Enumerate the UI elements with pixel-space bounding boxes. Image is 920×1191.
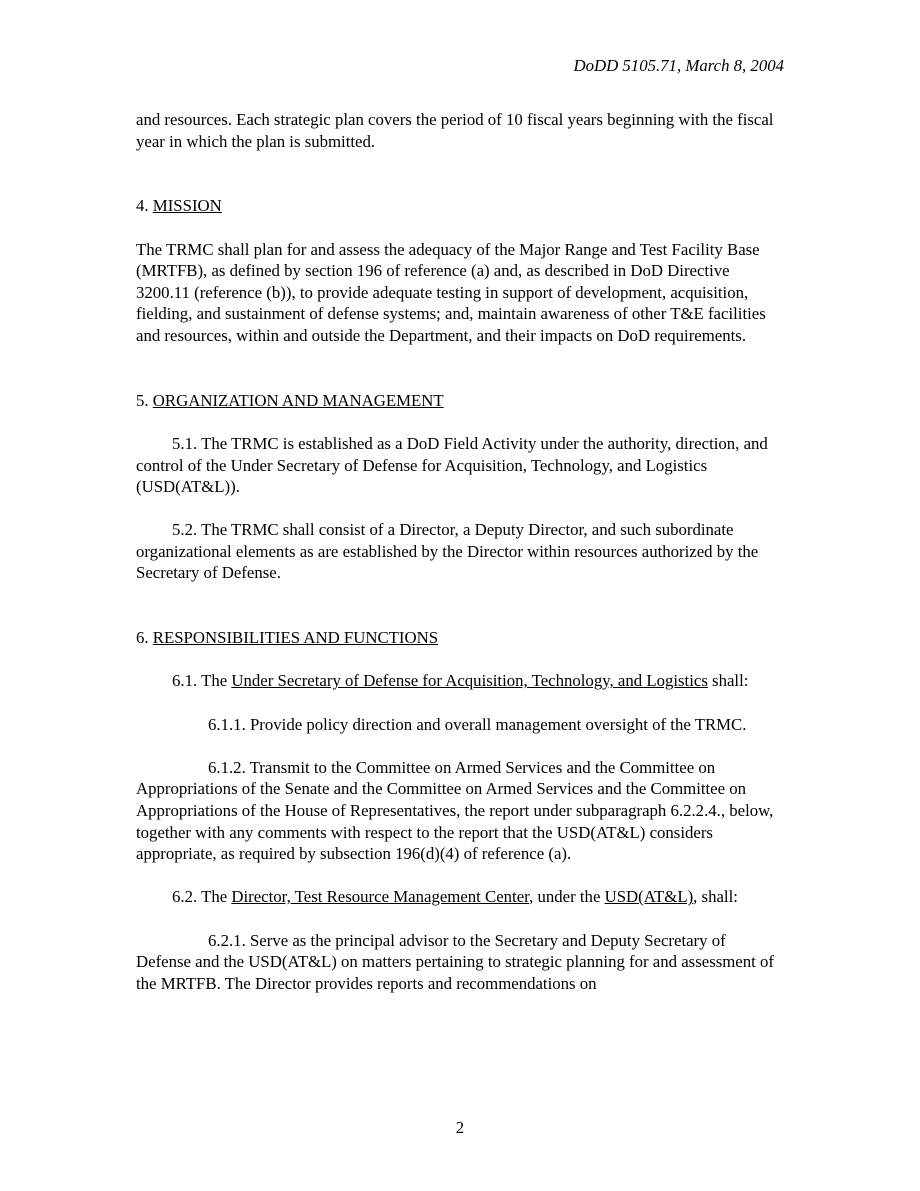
paragraph-6-2-1: 6.2.1. Serve as the principal advisor to the Secretary and Deputy Secretary of Defense and the USD(AT&L) on matters pertaining to strategic planning for and assessment of the MRTFB. The Director provides reports and recommendations on	[136, 930, 774, 993]
section-number: 4.	[136, 196, 153, 216]
section-6-heading	[136, 627, 784, 649]
page-number: 2	[455, 1118, 465, 1137]
section-title: ORGANIZATION AND MANAGEMENT	[152, 390, 444, 410]
paragraph-5-1: 5.1. The TRMC is established as a DoD Field Activity under the authority, direction, and control of the Under Secretary of Defense for Acquisition, Technology, and Logistics (USD(AT&L)).	[136, 433, 768, 497]
paragraph-6-2: 6.2. The Director, Test Resource Management Center, under the USD(AT&L), shall:	[172, 887, 738, 907]
paragraph-6-1-2: 6.1.2. Transmit to the Committee on Armed Services and the Committee on Appropriations of the Senate and the Committee on Armed Services and the Committee on Appropriations of the House of Representatives, the report under subparagraph 6.2.2.4., below, together with any comments with respect to the report that the USD(AT&L) considers appropriate, as required by subsection 196(d)(4) of reference (a).	[136, 757, 774, 864]
section-4-heading	[136, 195, 784, 217]
mission-paragraph: The TRMC shall plan for and assess the adequacy of the Major Range and Test Facility Base (MRTFB), as defined by section 196 of reference (a) and, as described in DoD Directive 3200.11 (reference (b)), to provide adequate testing in support of development, acquisition, fielding, and sustainment of defense systems; and, maintain awareness of other T&E facilities and resources, within and outside the Department, and their impacts on DoD requirements.	[136, 239, 766, 345]
director-trmc-title: Director, Test Resource Management Center	[231, 887, 530, 907]
section-title: RESPONSIBILITIES AND FUNCTIONS	[152, 628, 439, 648]
section-title: MISSION	[152, 196, 222, 216]
section-number: 6.	[136, 628, 153, 648]
section-5-heading	[136, 390, 784, 412]
continuation-paragraph: and resources. Each strategic plan covers the period of 10 fiscal years beginning with the fiscal year in which the plan is submitted.	[136, 110, 774, 151]
paragraph-5-2: 5.2. The TRMC shall consist of a Director, a Deputy Director, and such subordinate organizational elements as are established by the Director within resources authorized by the Secretary of Defense.	[136, 520, 759, 583]
paragraph-6-1-1: 6.1.1. Provide policy direction and overall management oversight of the TRMC.	[208, 714, 747, 734]
document-reference: DoDD 5105.71, March 8, 2004	[573, 56, 784, 75]
section-number: 5.	[136, 390, 153, 410]
usd-atl-title: Under Secretary of Defense for Acquisition, Technology, and Logistics	[231, 671, 708, 691]
document-body	[136, 109, 784, 994]
paragraph-6-1: 6.1. The Under Secretary of Defense for Acquisition, Technology, and Logistics shall:	[172, 671, 749, 691]
usd-atl-abbrev: USD(AT&L)	[604, 887, 694, 907]
